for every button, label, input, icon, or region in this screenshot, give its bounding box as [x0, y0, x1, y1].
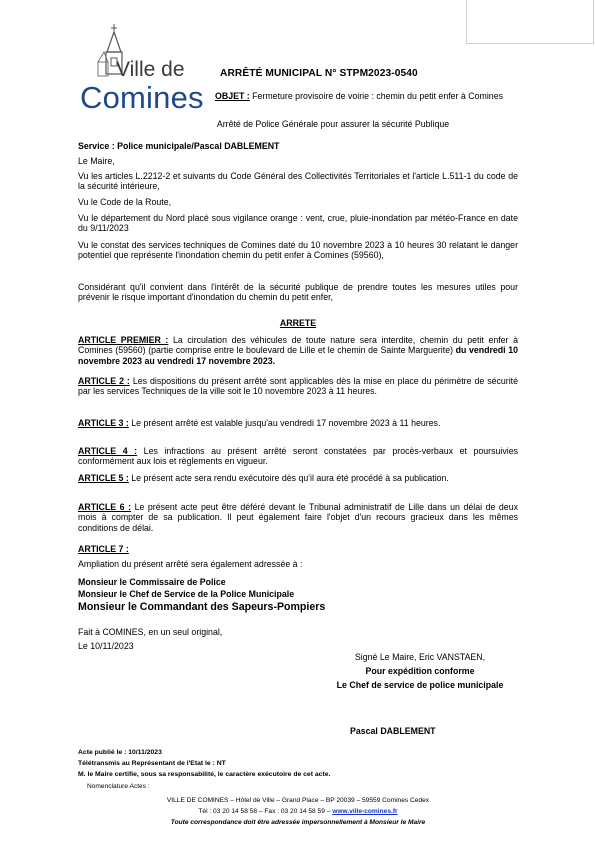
stamp-box: [466, 0, 594, 44]
article-4: [78, 446, 518, 467]
footer-tel: Tél : 03 20 14 58 58 – Fax : 03 20 14 58 59 –: [198, 808, 331, 815]
service-line: Service : Police municipale/Pascal DABLEMENT: [78, 141, 280, 151]
footer-address: VILLE DE COMINES – Hôtel de Ville – Grand Place – BP 20039 – 59559 Comines Cedex: [166, 797, 430, 804]
logo-comines-text: Comines: [80, 80, 204, 115]
footer-certifie: M. le Maire certifie, sous sa responsabilité, le caractère exécutoire de cet acte.: [78, 771, 331, 778]
signature-chef: Le Chef de service de police municipale: [336, 680, 504, 690]
preamble-vu-vigilance: Vu le département du Nord placé sous vigilance orange : vent, crue, pluie-inondation par météo-France en date du 9/11/2023: [78, 213, 518, 234]
article-6: [78, 502, 518, 533]
objet-text: Fermeture provisoire de voirie : chemin du petit enfer à Comines: [252, 91, 503, 101]
signature-expedition: Pour expédition conforme: [365, 666, 475, 676]
preamble-maire: Le Maire,: [78, 156, 115, 166]
city-logo: [80, 22, 204, 115]
footer-teletransmis: Télétransmis au Représentant de l'Etat le : NT: [78, 760, 226, 767]
footer-website-link[interactable]: www.ville-comines.fr: [332, 808, 398, 815]
objet-line: [194, 91, 524, 101]
footer-contact: [78, 808, 518, 816]
article-6-label: ARTICLE 6 :: [78, 502, 132, 512]
preamble-vu-cgct: Vu les articles L.2212-2 et suivants du Code Général des Collectivités Territoriales et l'article L.511-1 du code de la sécurité intérieure,: [78, 171, 518, 192]
objet-label: OBJET :: [215, 91, 250, 101]
recipient-commissaire: Monsieur le Commissaire de Police: [78, 577, 226, 587]
recipient-police-municipale: Monsieur le Chef de Service de la Police Municipale: [78, 589, 295, 599]
footer-publie: Acte publié le : 10/11/2023: [78, 749, 162, 756]
preamble-vu-route: Vu le Code de la Route,: [78, 197, 172, 207]
done-date: Le 10/11/2023: [78, 641, 134, 651]
article-6-text: Le présent acte peut être déféré devant le Tribunal administratif de Lille dans un délai de deux mois à compter de sa publication. Il peut également faire l'objet d'un recours gracieux dans les mêmes conditions de délai.: [78, 502, 518, 533]
arrete-heading: ARRETE: [279, 318, 317, 328]
preamble-vu-constat: Vu le constat des services techniques de Comines daté du 10 novembre 2023 à 10 heures 30 relatant le danger potentiel que représente l'inondation chemin du petit enfer à Comines (59560),: [78, 240, 518, 261]
decree-title: ARRÊTÉ MUNICIPAL N° STPM2023-0540: [220, 68, 418, 79]
article-1-label: ARTICLE PREMIER :: [78, 335, 169, 345]
article-7-label: ARTICLE 7 :: [78, 544, 129, 554]
logo-ville-text: Ville de: [116, 58, 185, 81]
article-1: [78, 335, 518, 366]
article-4-label: ARTICLE 4 :: [78, 446, 138, 456]
article-4-text: Les infractions au présent arrêté seront constatées par procès-verbaux et poursuivies conformément aux lois et règlements en vigueur.: [78, 446, 518, 467]
article-3-label: ARTICLE 3 :: [78, 418, 129, 428]
article-2: [78, 376, 518, 397]
article-5: [78, 473, 518, 483]
article-7-text: Ampliation du présent arrêté sera également adressée à :: [78, 559, 303, 569]
done-place: Fait à COMINES, en un seul original,: [78, 627, 223, 637]
recipient-pompiers: Monsieur le Commandant des Sapeurs-Pompiers: [78, 601, 326, 613]
signature-name: Pascal DABLEMENT: [350, 726, 436, 736]
article-1-text: La circulation des véhicules de toute nature sera interdite, chemin du petit enfer à Comines (59560) (partie comprise entre le boulevard de Lille et le chemin de Sainte Marguerite): [78, 335, 518, 356]
footer-nomenclature: Nomenclature Actes :: [87, 783, 150, 790]
article-3-text: Le présent arrêté est valable jusqu'au vendredi 17 novembre 2023 à 11 heures.: [131, 418, 441, 428]
objet-subtitle: Arrêté de Police Générale pour assurer la sécurité Publique: [216, 119, 450, 129]
article-3: [78, 418, 518, 428]
article-2-label: ARTICLE 2 :: [78, 376, 130, 386]
signature-signed: Signé Le Maire, Eric VANSTAEN,: [354, 652, 486, 662]
footer-notice: Toute correspondance doit être adressée impersonnellement à Monsieur le Maire: [170, 819, 426, 826]
preamble-considerant: Considérant qu'il convient dans l'intérêt de la sécurité publique de prendre toutes les mesures utiles pour prévenir le risque important d'inondation du chemin du petit enfer,: [78, 282, 518, 303]
article-5-text: Le présent acte sera rendu exécutoire dès qu'il aura été procédé à sa publication.: [131, 473, 449, 483]
article-2-text: Les dispositions du présent arrêté sont applicables dès la mise en place du périmètre de sécurité par les services Techniques de la ville soit le 10 novembre 2023 à 11 heures.: [78, 376, 518, 397]
article-7: [78, 544, 518, 554]
article-5-label: ARTICLE 5 :: [78, 473, 129, 483]
article-1-dates: du vendredi 10 novembre 2023 au vendredi 17 novembre 2023.: [78, 345, 518, 366]
